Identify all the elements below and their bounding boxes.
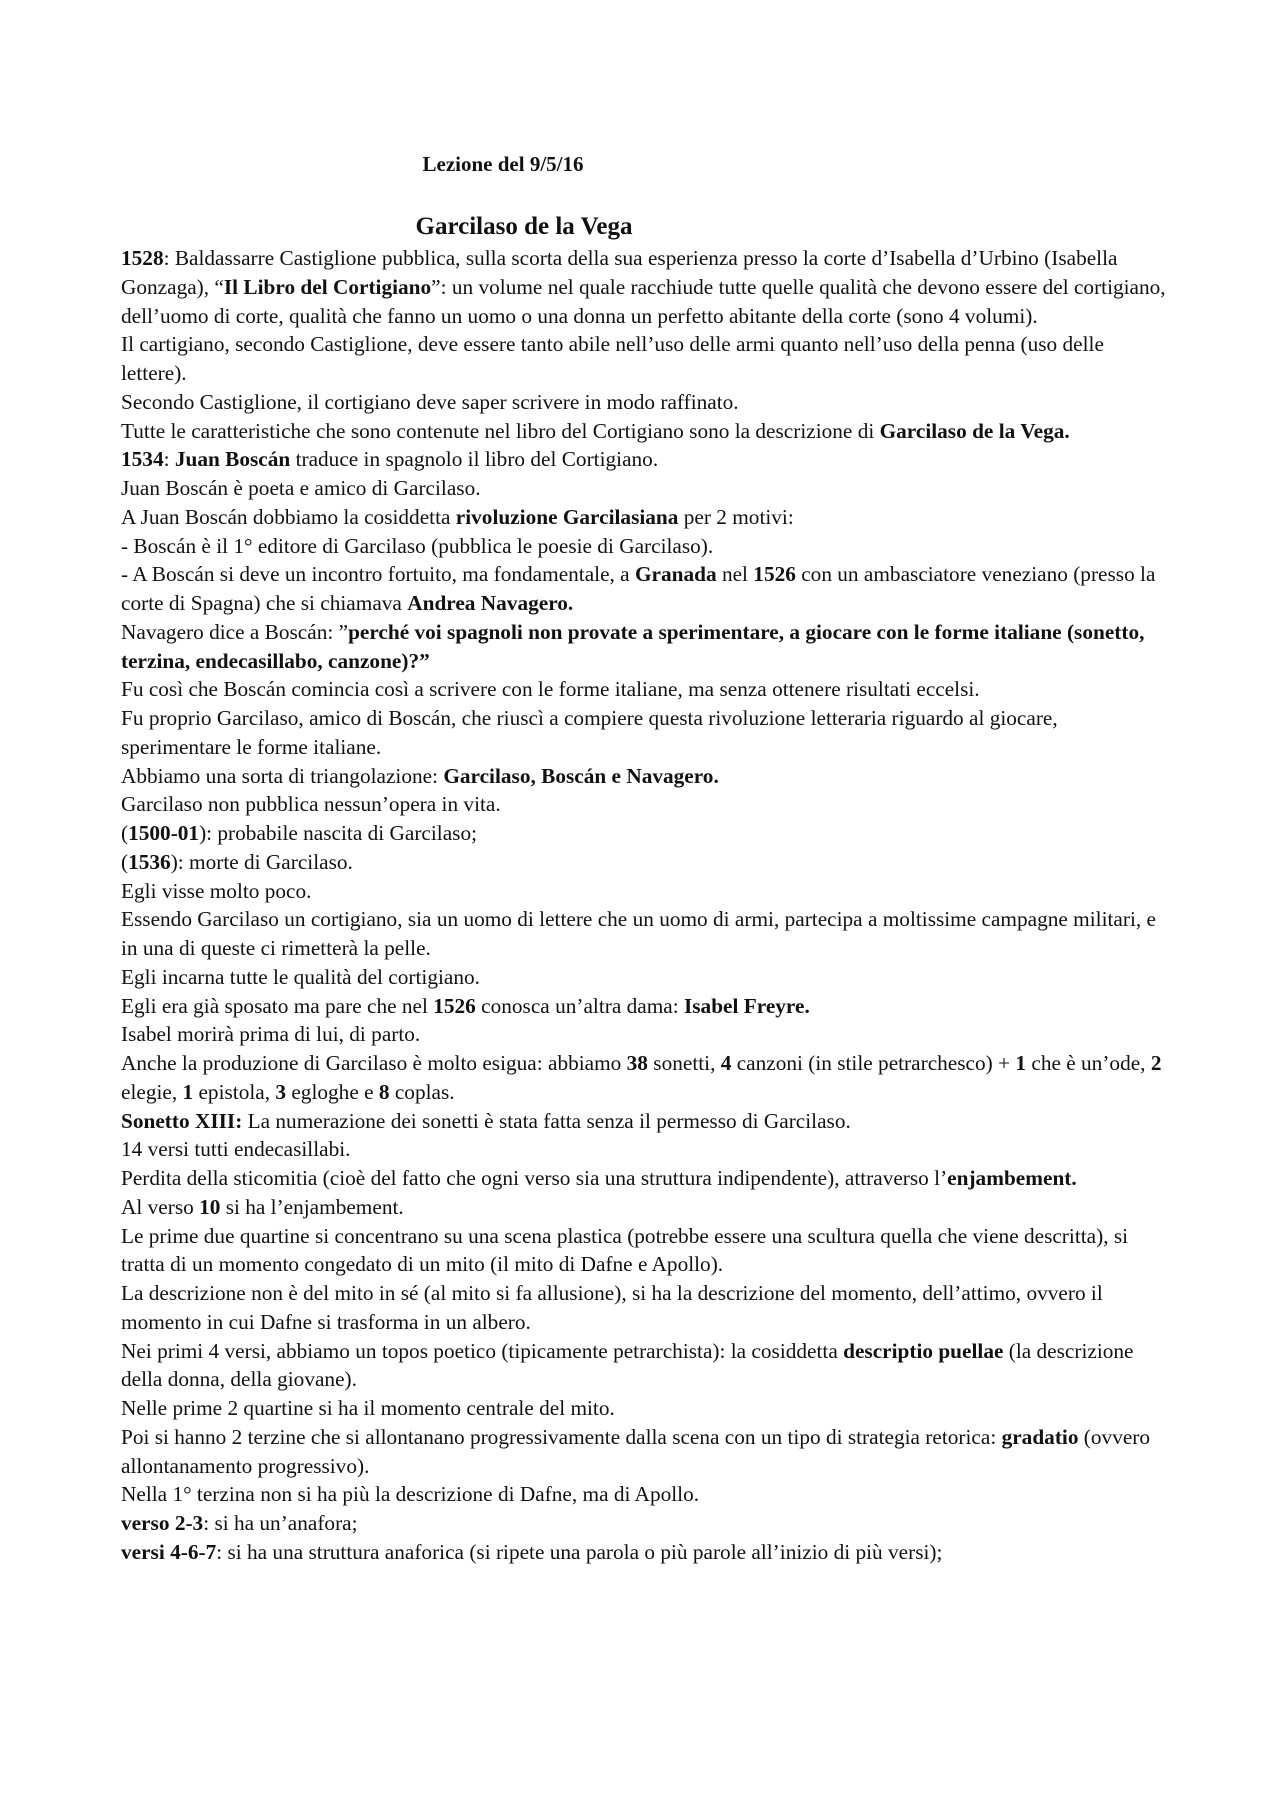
text-run: Garcilaso non pubblica nessun’opera in vita. <box>121 792 501 817</box>
bold-text: Sonetto XIII: <box>121 1108 243 1133</box>
text-run: Secondo Castiglione, il cortigiano deve saper scrivere in modo raffinato. <box>121 389 739 414</box>
text-run: ): morte di Garcilaso. <box>170 849 353 874</box>
text-run: Al verso <box>121 1194 200 1219</box>
text-run: traduce in spagnolo il libro del Cortigiano. <box>290 447 659 472</box>
bold-text: Garcilaso de la Vega. <box>879 418 1070 443</box>
text-run: La numerazione dei sonetti è stata fatta senza il permesso di Garcilaso. <box>242 1108 851 1133</box>
text-run: canzoni (in stile petrarchesco) + <box>731 1051 1016 1075</box>
text-run: Nelle prime 2 quartine si ha il momento centrale del mito. <box>121 1396 615 1420</box>
bold-text: 1534 <box>121 447 164 472</box>
text-run: Egli era già sposato ma pare che nel <box>121 993 434 1018</box>
paragraph <box>121 1423 1167 1481</box>
text-run: ”: un volume nel quale racchiude tutte quelle qualità che devono essere del cortigiano, dell’uomo di corte, qualità che fanno un uomo o una donna un perfetto abitante della corte (sono 4 volumi). <box>121 274 1166 328</box>
bold-text: 4 <box>720 1051 732 1075</box>
bold-text: rivoluzione Garcilasiana <box>455 504 679 529</box>
text-run: Nei primi 4 versi, abbiamo un topos poetico (tipicamente petrarchista): la cosiddetta <box>121 1338 844 1363</box>
bold-text: descriptio puellae <box>843 1338 1004 1363</box>
text-run: Fu proprio Garcilaso, amico di Boscán, che riuscì a compiere questa rivoluzione letteraria riguardo al giocare, sperimentare le forme italiane. <box>121 706 1058 759</box>
bold-text: 3 <box>275 1079 287 1104</box>
paragraph <box>121 1394 1167 1423</box>
paragraph <box>121 1538 1167 1567</box>
bold-text: 1 <box>182 1079 194 1104</box>
lecture-notes-body <box>121 244 1167 1567</box>
text-run: con un ambasciatore veneziano (presso la corte di Spagna) che si chiamava <box>121 562 1156 615</box>
text-run: epistola, <box>193 1079 276 1104</box>
text-run: : <box>163 447 175 472</box>
paragraph <box>121 417 1167 446</box>
paragraph <box>121 675 1167 704</box>
paragraph <box>121 445 1167 474</box>
text-run: Isabel morirà prima di lui, di parto. <box>121 1022 421 1047</box>
bold-text: perché voi spagnoli non provate a sperimentare, a giocare con le forme italiane (sonetto, terzina, endecasillabo, canzone)?” <box>121 619 1145 673</box>
paragraph <box>121 330 1167 388</box>
bold-text: gradatio <box>1001 1424 1079 1449</box>
paragraph <box>121 532 1167 561</box>
text-run: 14 versi tutti endecasillabi. <box>121 1137 351 1162</box>
text-run: Fu così che Boscán comincia così a scrivere con le forme italiane, ma senza ottenere risultati eccelsi. <box>121 677 980 702</box>
paragraph <box>121 762 1167 791</box>
text-run: che è un’ode, <box>1026 1051 1151 1075</box>
paragraph <box>121 474 1167 503</box>
text-run: Egli incarna tutte le qualità del cortigiano. <box>121 964 480 989</box>
paragraph <box>121 1193 1167 1222</box>
text-run: (la descrizione della donna, della giovane). <box>121 1338 1134 1392</box>
paragraph <box>121 1135 1167 1164</box>
paragraph <box>121 1049 1167 1107</box>
text-run: La descrizione non è del mito in sé (al mito si fa allusione), si ha la descrizione del momento, dell’attimo, ovvero il momento in cui Dafne si trasforma in un albero. <box>121 1281 1103 1334</box>
text-run: Navagero dice a Boscán: ” <box>121 619 349 644</box>
text-run: coplas. <box>389 1079 455 1104</box>
paragraph <box>121 877 1167 906</box>
bold-text: 8 <box>378 1079 390 1104</box>
text-run: : si ha un’anafora; <box>203 1511 358 1535</box>
text-run: - Boscán è il 1° editore di Garcilaso (pubblica le poesie di Garcilaso). <box>121 533 714 558</box>
text-run: Anche la produzione di Garcilaso è molto esigua: abbiamo <box>121 1051 627 1075</box>
bold-text: Isabel Freyre. <box>683 993 810 1018</box>
text-run: (ovvero allontanamento progressivo). <box>121 1424 1151 1478</box>
text-run: Egli visse molto poco. <box>121 878 312 903</box>
text-run: Le prime due quartine si concentrano su una scena plastica (potrebbe essere una scultura quella che viene descritta), si tratta di un momento congedato di un mito (il mito di Dafne e Apollo). <box>121 1223 1129 1277</box>
paragraph <box>121 963 1167 992</box>
paragraph <box>121 244 1167 330</box>
paragraph <box>121 819 1167 848</box>
paragraph <box>121 704 1167 762</box>
lesson-date-heading: Lezione del 9/5/16 <box>422 152 584 176</box>
paragraph <box>121 1164 1167 1193</box>
text-run: si ha l’enjambement. <box>220 1194 404 1219</box>
bold-text: Granada <box>634 562 717 587</box>
text-run: A Juan Boscán dobbiamo la cosiddetta <box>121 504 456 529</box>
text-run: : Baldassarre Castiglione pubblica, sulla scorta della sua esperienza presso la corte d’Isabella d’Urbino (Isabella Gonzaga), “ <box>121 246 1118 299</box>
text-run: - A Boscán si deve un incontro fortuito, ma fondamentale, a <box>121 562 635 587</box>
text-run: ( <box>121 849 129 874</box>
paragraph <box>121 1279 1167 1337</box>
text-run: sonetti, <box>647 1051 721 1075</box>
paragraph <box>121 790 1167 819</box>
bold-text: 1528 <box>121 246 164 270</box>
paragraph <box>121 1509 1167 1538</box>
bold-text: 10 <box>199 1194 221 1219</box>
bold-text: Garcilaso, Boscán e Navagero. <box>443 763 719 788</box>
text-run: conosca un’altra dama: <box>475 993 684 1018</box>
bold-text: 1526 <box>753 562 796 587</box>
text-run: Essendo Garcilaso un cortigiano, sia un uomo di lettere che un uomo di armi, partecipa a moltissime campagne militari, e in una di queste ci rimetterà la pelle. <box>121 907 1156 960</box>
text-run: ): probabile nascita di Garcilaso; <box>199 821 478 845</box>
text-run: ( <box>121 821 129 845</box>
paragraph <box>121 1020 1167 1049</box>
text-run: Tutte le caratteristiche che sono contenute nel libro del Cortigiano sono la descrizione di <box>121 418 880 443</box>
paragraph <box>121 1222 1167 1280</box>
bold-text: Juan Boscán <box>174 447 291 472</box>
paragraph <box>121 560 1167 618</box>
text-run: : si ha una struttura anaforica (si ripete una parola o più parole all’inizio di più versi); <box>216 1539 943 1564</box>
text-run: Nella 1° terzina non si ha più la descrizione di Dafne, ma di Apollo. <box>121 1482 700 1507</box>
paragraph <box>121 388 1167 417</box>
text-run: egloghe e <box>286 1079 379 1104</box>
text-run: per 2 motivi: <box>678 504 794 529</box>
bold-text: Il Libro del Cortigiano <box>223 274 432 299</box>
paragraph <box>121 1107 1167 1136</box>
text-run: Il cartigiano, secondo Castiglione, deve essere tanto abile nell’uso delle armi quanto nell’uso della penna (uso delle lettere). <box>121 332 1104 385</box>
paragraph <box>121 1480 1167 1509</box>
paragraph <box>121 905 1167 963</box>
text-run: Poi si hanno 2 terzine che si allontanano progressivamente dalla scena con un tipo di strategia retorica: <box>121 1424 1002 1449</box>
bold-text: verso 2-3 <box>121 1511 204 1535</box>
bold-text: 1536 <box>128 849 171 874</box>
paragraph <box>121 618 1167 676</box>
bold-text: 1 <box>1015 1051 1027 1075</box>
text-run: Juan Boscán è poeta e amico di Garcilaso. <box>121 476 481 500</box>
text-run: nel <box>716 562 754 587</box>
paragraph <box>121 848 1167 877</box>
bold-text: 2 <box>1150 1051 1162 1075</box>
paragraph <box>121 1337 1167 1395</box>
text-run: elegie, <box>121 1079 183 1104</box>
text-run: Perdita della sticomitia (cioè del fatto che ogni verso sia una struttura indipendente), attraverso l’ <box>121 1166 948 1190</box>
bold-text: versi 4-6-7 <box>121 1539 217 1564</box>
bold-text: enjambement. <box>947 1166 1077 1190</box>
paragraph <box>121 992 1167 1021</box>
bold-text: 1500-01 <box>128 821 200 845</box>
page-title: Garcilaso de la Vega <box>415 213 633 240</box>
bold-text: Andrea Navagero. <box>407 591 574 615</box>
bold-text: 1526 <box>433 993 476 1018</box>
bold-text: 38 <box>626 1051 648 1075</box>
text-run: Abbiamo una sorta di triangolazione: <box>121 763 444 788</box>
paragraph <box>121 503 1167 532</box>
